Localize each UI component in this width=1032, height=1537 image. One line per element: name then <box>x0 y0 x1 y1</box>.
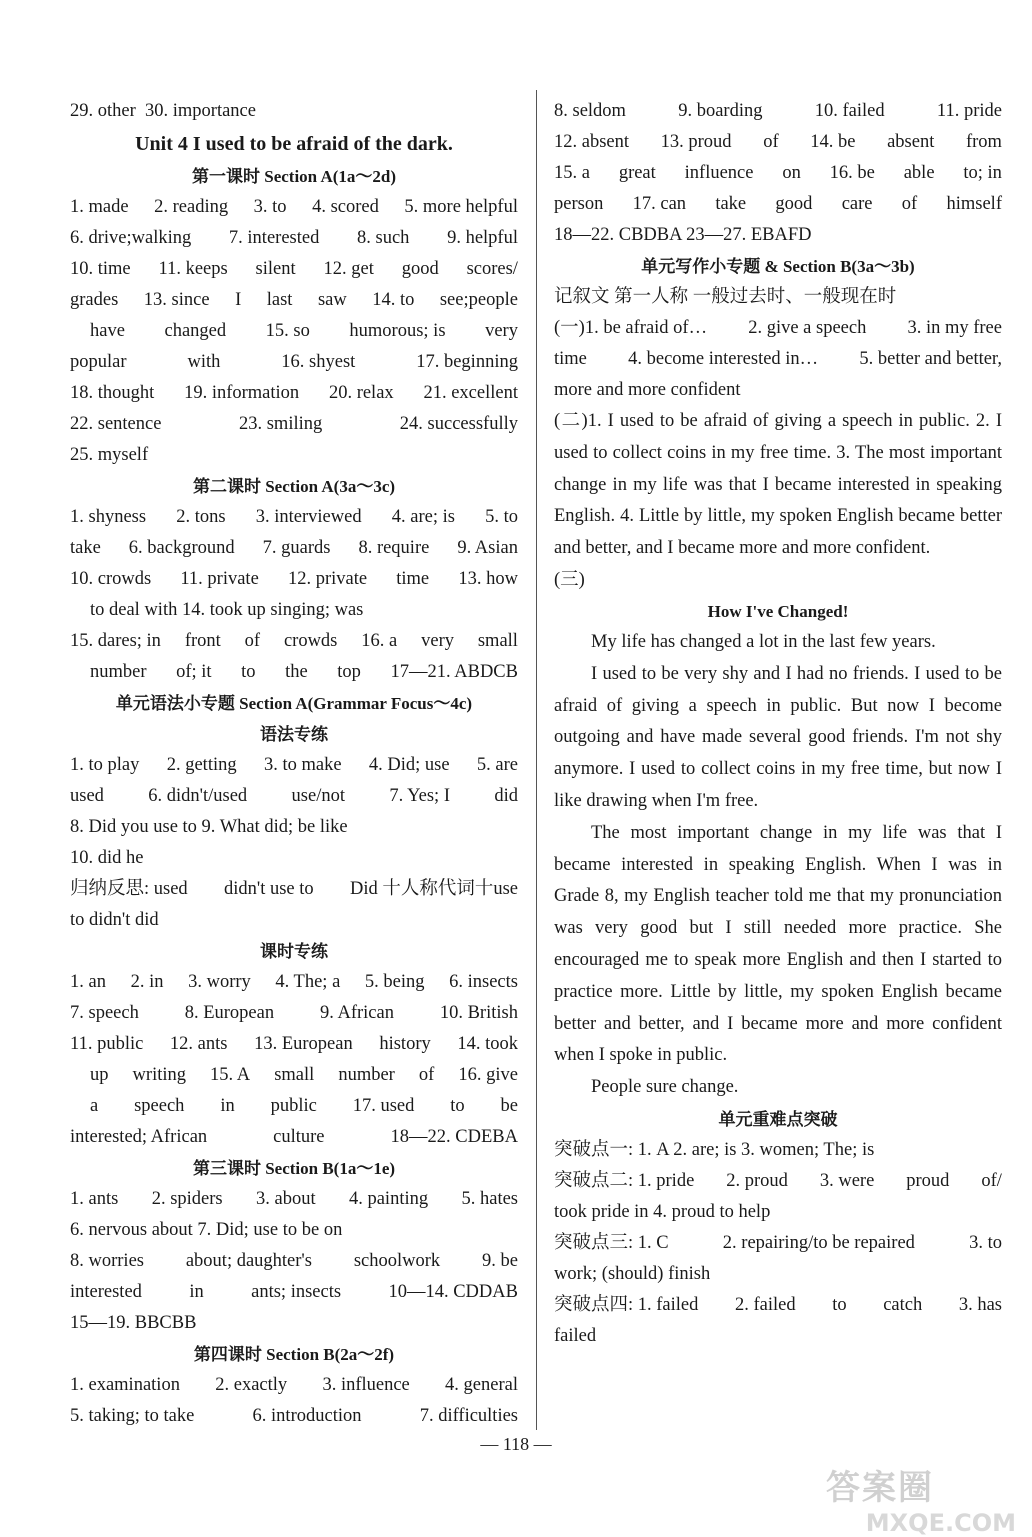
answer-item: 3. to <box>969 1232 1002 1253</box>
answer-item: 18. thought <box>70 383 155 403</box>
answer-item: interested <box>70 1282 142 1302</box>
section-heading: 单元语法小专题 Section A(Grammar Focus～4c) <box>115 694 473 713</box>
section-heading: 语法专练 <box>260 725 328 744</box>
answer-item: 19. information <box>184 383 300 403</box>
answer-line <box>70 316 518 347</box>
answer-item: 11. pride <box>936 101 1002 121</box>
essay-title: How I've Changed! <box>707 601 849 621</box>
answer-item: great <box>618 163 656 183</box>
answer-item: scores/ <box>466 259 518 279</box>
answer-item: 14. to <box>372 290 415 310</box>
answer-item: 13. European <box>254 1034 353 1054</box>
answer-item: 10. failed <box>814 101 885 121</box>
answer-line <box>70 874 518 905</box>
answer-line <box>70 254 518 285</box>
unit-title: Unit 4 I used to be afraid of the dark. <box>135 133 453 155</box>
answer-item: 1. an <box>70 972 106 992</box>
answer-line <box>70 533 518 564</box>
answer-item: 3. has <box>958 1294 1002 1315</box>
answer-item: popular <box>70 352 127 372</box>
right-column-answers-top <box>554 96 1002 406</box>
answer-item: 15. A <box>210 1065 251 1085</box>
answer-item: 7. interested <box>228 228 320 248</box>
answer-item: 2. proud <box>726 1170 788 1191</box>
answer-item: 2. reading <box>154 197 229 217</box>
answer-line <box>554 1228 1002 1259</box>
answer-item: 8. European <box>184 1003 275 1023</box>
answer-line <box>554 1166 1002 1197</box>
left-column <box>70 96 518 1432</box>
answer-item: speech <box>134 1096 185 1116</box>
answer-item: 17. used <box>352 1096 415 1116</box>
answer-item: 8. require <box>358 538 430 558</box>
answer-item: with <box>187 352 221 372</box>
answer-item: 17. can <box>632 194 687 214</box>
answer-item: of <box>763 132 779 152</box>
answer-item: 突破点三: 1. C <box>554 1232 669 1253</box>
answer-item: 突破点四: 1. failed <box>554 1294 699 1315</box>
column-divider <box>536 90 537 1430</box>
answer-item: use/not <box>291 786 345 806</box>
answer-item: 2. repairing/to be repaired <box>722 1232 915 1253</box>
answer-item: 10. time <box>70 259 131 279</box>
answer-line <box>70 1277 518 1308</box>
answer-item: top <box>337 662 361 682</box>
answer-item: to; in <box>963 163 1002 183</box>
answer-item: 9. African <box>319 1003 394 1023</box>
answer-item: catch <box>883 1294 923 1315</box>
answer-item: 3. in my free <box>907 318 1002 338</box>
essay-paragraph: People sure change. <box>591 1077 739 1098</box>
answer-item: 2. exactly <box>215 1375 288 1395</box>
answer-item: good <box>401 259 439 279</box>
answer-item: 16. a <box>361 631 398 651</box>
answer-item: of; it <box>176 662 212 682</box>
section-heading: 第三课时 Section B(1a～1e) <box>192 1159 396 1178</box>
answer-line <box>70 1091 518 1122</box>
answer-line <box>554 1290 1002 1321</box>
answer-item: 21. excellent <box>423 383 518 403</box>
answer-item: 4. general <box>445 1375 518 1395</box>
answer-item: of <box>901 194 918 214</box>
section-heading: 单元重难点突破 <box>718 1109 838 1129</box>
answer-item: 4. are; is <box>391 507 455 527</box>
essay-paragraph: I used to be very shy and I had no friends. I used to be afraid of giving a speech in public. But now I become outgoing and have made several good friends. I'm not shy anymore. I used to collect coins in my free time, but now I like drawing when I'm free. <box>554 663 1002 811</box>
answer-line <box>70 1184 518 1215</box>
answer-line: 突破点一: 1. A 2. are; is 3. women; The; is <box>554 1139 875 1160</box>
answer-item: very <box>421 631 454 651</box>
answer-line <box>554 313 1002 344</box>
answer-item: 12. absent <box>554 132 630 152</box>
answer-item: last <box>266 290 293 310</box>
answer-line <box>70 1246 518 1277</box>
answer-line: to deal with 14. took up singing; was <box>90 600 364 620</box>
answer-line <box>554 158 1002 189</box>
answer-item: 6. insects <box>449 972 518 992</box>
answer-line <box>70 409 518 440</box>
right-column <box>554 96 1002 1352</box>
answer-line: failed <box>554 1325 597 1346</box>
answer-line: 18—22. CBDBA 23—27. EBAFD <box>554 225 812 245</box>
answer-item: 5. to <box>485 507 518 527</box>
answer-item: 10. crowds <box>70 569 152 589</box>
answer-item: 1. to play <box>70 755 140 775</box>
answer-item: 20. relax <box>328 383 394 403</box>
answer-item: 1. made <box>70 197 129 217</box>
answer-item: 3. were <box>819 1170 875 1191</box>
answer-item: ants; insects <box>251 1282 342 1302</box>
answer-item: 3. influence <box>322 1375 410 1395</box>
answer-item: time <box>396 569 430 589</box>
answer-line <box>70 1401 518 1432</box>
answer-item: number <box>338 1065 395 1085</box>
answer-item: 15. a <box>554 163 590 183</box>
watermark-url: MXQE.COM <box>865 1509 1016 1537</box>
answer-item: public <box>270 1096 317 1116</box>
answer-line <box>70 626 518 657</box>
answer-line <box>70 564 518 595</box>
answer-item: 2. tons <box>176 507 226 527</box>
answer-item: have <box>90 321 125 341</box>
answer-item: schoolwork <box>353 1251 441 1271</box>
answer-item: 7. guards <box>262 538 331 558</box>
answer-item: 4. scored <box>312 197 379 217</box>
answer-line: 25. myself <box>70 445 149 465</box>
answer-item: 2. getting <box>166 755 237 775</box>
answer-item: 6. drive;walking <box>70 228 192 248</box>
answer-item: 4. Did; use <box>368 755 450 775</box>
answer-line: 8. Did you use to 9. What did; be like <box>70 817 348 837</box>
answer-item: 17—21. ABDCB <box>390 662 518 682</box>
answer-item: 5. being <box>364 972 425 992</box>
answer-item: 4. painting <box>348 1189 429 1209</box>
answer-item: 2. spiders <box>151 1189 223 1209</box>
answer-item: take <box>70 538 101 558</box>
answer-item: time <box>554 349 587 369</box>
answer-item: 11. public <box>70 1034 144 1054</box>
answer-item: 3. to make <box>263 755 342 775</box>
answer-line <box>70 1122 518 1153</box>
answer-item: 3. interviewed <box>255 507 362 527</box>
answer-item: small <box>477 631 518 651</box>
answer-item: 3. worry <box>188 972 251 992</box>
answer-item: 13. since <box>143 290 210 310</box>
answer-item: changed <box>164 321 227 341</box>
answer-item: to <box>450 1096 465 1116</box>
answer-item: influence <box>684 163 754 183</box>
answer-item: 14. took <box>457 1034 518 1054</box>
answer-item: 10—14. CDDAB <box>388 1282 518 1302</box>
essay-label: (三) <box>554 569 585 590</box>
answer-item: proud <box>906 1170 950 1191</box>
answer-item: writing <box>132 1065 186 1085</box>
answer-line <box>70 1370 518 1401</box>
answer-item: 8. seldom <box>554 101 626 121</box>
answer-item: 7. speech <box>70 1003 139 1023</box>
answer-item: of/ <box>981 1170 1002 1191</box>
answer-item: 9. boarding <box>678 101 763 121</box>
answer-item: 3. about <box>255 1189 316 1209</box>
answer-item: 6. didn't/used <box>148 786 248 806</box>
answer-item: 1. examination <box>70 1375 180 1395</box>
answer-item: 9. helpful <box>447 228 518 248</box>
answer-item: 15. dares; in <box>70 631 161 651</box>
answer-item: 16. be <box>829 163 875 183</box>
answer-line <box>70 781 518 812</box>
answer-item: good <box>775 194 813 214</box>
answer-item: culture <box>273 1127 325 1147</box>
answer-line <box>70 1060 518 1091</box>
answer-item: 12. get <box>323 259 374 279</box>
answer-line <box>70 96 518 127</box>
section-heading: 第四课时 Section B(2a～2f) <box>193 1345 395 1364</box>
answer-item: 4. The; a <box>275 972 341 992</box>
answer-item: did <box>494 786 518 806</box>
answer-line <box>554 96 1002 127</box>
answer-item: I <box>235 290 242 310</box>
answer-item: a <box>90 1096 99 1116</box>
answer-item: take <box>715 194 747 214</box>
answer-line <box>70 192 518 223</box>
answer-line <box>70 657 518 688</box>
answer-item: used <box>70 786 104 806</box>
answer-item: (一)1. be afraid of… <box>554 318 708 338</box>
answer-item: on <box>782 163 801 183</box>
answer-line <box>70 998 518 1029</box>
answer-line <box>70 223 518 254</box>
answer-item: 12. ants <box>169 1034 228 1054</box>
answer-item: able <box>903 163 935 183</box>
answer-item: didn't use to <box>223 879 314 899</box>
answer-line <box>554 189 1002 220</box>
answer-item: 24. successfully <box>399 414 518 434</box>
answer-item: 11. keeps <box>158 259 228 279</box>
answer-item: 5. hates <box>461 1189 518 1209</box>
answer-line <box>70 750 518 781</box>
answer-item: 6. background <box>128 538 235 558</box>
answer-line: 10. did he <box>70 848 144 868</box>
answer-item: 7. difficulties <box>419 1406 518 1426</box>
answer-item: about; daughter's <box>185 1251 312 1271</box>
essay-paragraph: The most important change in my life was that I became interested in speaking English. When I was in Grade 8, my English teacher told me that my pronunciation was very good but I still needed more practice. She encouraged me to speak more English and then I started to practice more. Little by little, my spoken English became better and better, and I became more and more confident when I spoke in public. <box>554 822 1002 1066</box>
answer-item: person <box>554 194 604 214</box>
answer-item: 1. ants <box>70 1189 119 1209</box>
answer-item: 突破点二: 1. pride <box>554 1170 695 1191</box>
answer-item: 9. Asian <box>457 538 518 558</box>
answer-item: see;people <box>439 290 518 310</box>
answer-item: be <box>500 1096 518 1116</box>
page-number: — 118 — <box>480 1434 552 1454</box>
answer-item: of <box>244 631 261 651</box>
right-column-answers-bottom <box>554 1104 1002 1352</box>
answer-item: 5. more helpful <box>404 197 518 217</box>
answer-item: 8. worries <box>70 1251 144 1271</box>
answer-item: 8. such <box>357 228 410 248</box>
answer-item: 12. private <box>287 569 368 589</box>
answer-item: very <box>485 321 518 341</box>
answer-item: 16. shyest <box>281 352 356 372</box>
answer-item: 16. give <box>458 1065 518 1085</box>
answer-line: 记叙文 第一人称 一般过去时、一般现在时 <box>554 287 897 307</box>
answer-line: 6. nervous about 7. Did; use to be on <box>70 1220 343 1240</box>
answer-line <box>70 347 518 378</box>
answer-line: work; (should) finish <box>554 1263 711 1284</box>
answer-item: of <box>418 1065 435 1085</box>
answer-line: more and more confident <box>554 380 741 400</box>
writing-sentences: (二)1. I used to be afraid of giving a speech in public. 2. I used to collect coins in my free time. 3. The most important change in my life was that I became interested in speaking English. 4. Little by little, my spoken English became better and better, and I became more and more confident. <box>554 411 1002 559</box>
answer-line: took pride in 4. proud to help <box>554 1201 771 1222</box>
answer-item: 6. introduction <box>252 1406 362 1426</box>
answer-item: 22. sentence <box>70 414 162 434</box>
answer-item: in <box>220 1096 235 1116</box>
answer-item: in <box>189 1282 204 1302</box>
answer-item: 5. better and better, <box>859 349 1002 369</box>
answer-line: 15—19. BBCBB <box>70 1313 197 1333</box>
section-heading: 第二课时 Section A(3a～3c) <box>192 477 396 496</box>
answer-item: saw <box>317 290 347 310</box>
answer-item: crowds <box>283 631 338 651</box>
answer-item: Did 十人称代词十use <box>349 879 518 899</box>
answer-line <box>554 127 1002 158</box>
answer-item: silent <box>255 259 296 279</box>
answer-item: 15. so <box>265 321 310 341</box>
answer-line <box>70 1029 518 1060</box>
watermark-logo <box>826 1460 1016 1537</box>
answer-item: 2. give a speech <box>748 318 867 338</box>
answer-item: history <box>379 1034 431 1054</box>
answer-item: interested; African <box>70 1127 208 1147</box>
answer-item: himself <box>946 194 1002 214</box>
answer-item: 14. be <box>810 132 856 152</box>
answer-item: humorous; is <box>349 321 446 341</box>
answer-item: front <box>184 631 221 651</box>
answer-item: 2. in <box>130 972 164 992</box>
answer-item: 13. how <box>458 569 518 589</box>
answer-item: up <box>90 1065 109 1085</box>
answer-line: to didn't did <box>70 910 159 930</box>
answer-item: 18—22. CDEBA <box>390 1127 518 1147</box>
answer-item: 29. other 30. importance <box>70 101 256 121</box>
answer-item: 5. taking; to take <box>70 1406 195 1426</box>
answer-item: to <box>241 662 256 682</box>
section-heading: 第一课时 Section A(1a～2d) <box>192 167 396 186</box>
answer-line <box>70 502 518 533</box>
answer-item: small <box>274 1065 315 1085</box>
answer-line <box>554 344 1002 375</box>
answer-item: 7. Yes; I <box>389 786 450 806</box>
answer-item: absent <box>887 132 935 152</box>
answer-item: the <box>285 662 308 682</box>
answer-item: grades <box>70 290 119 310</box>
answer-item: 归纳反思: used <box>70 879 188 899</box>
section-heading: 课时专练 <box>260 942 328 961</box>
answer-item: 9. be <box>482 1251 518 1271</box>
answer-item: 23. smiling <box>238 414 323 434</box>
answer-item: 1. shyness <box>70 507 147 527</box>
answer-item: care <box>841 194 873 214</box>
answer-line <box>70 378 518 409</box>
answer-item: number <box>90 662 147 682</box>
answer-item: 5. are <box>476 755 518 775</box>
answer-item: 3. to <box>253 197 287 217</box>
answer-item: 4. become interested in… <box>628 349 819 369</box>
section-heading: 单元写作小专题 & Section B(3a～3b) <box>641 257 915 276</box>
answer-item: to <box>832 1294 847 1315</box>
essay-paragraph: My life has changed a lot in the last few years. <box>591 631 936 652</box>
answer-item: 2. failed <box>734 1294 796 1315</box>
answer-item: from <box>965 132 1002 152</box>
answer-item: 10. British <box>439 1003 518 1023</box>
answer-item: 11. private <box>180 569 259 589</box>
answer-item: 13. proud <box>660 132 732 152</box>
answer-item: 17. beginning <box>416 352 518 372</box>
answer-line <box>70 285 518 316</box>
answer-line <box>70 967 518 998</box>
watermark-title: 答案圈 <box>826 1468 934 1508</box>
